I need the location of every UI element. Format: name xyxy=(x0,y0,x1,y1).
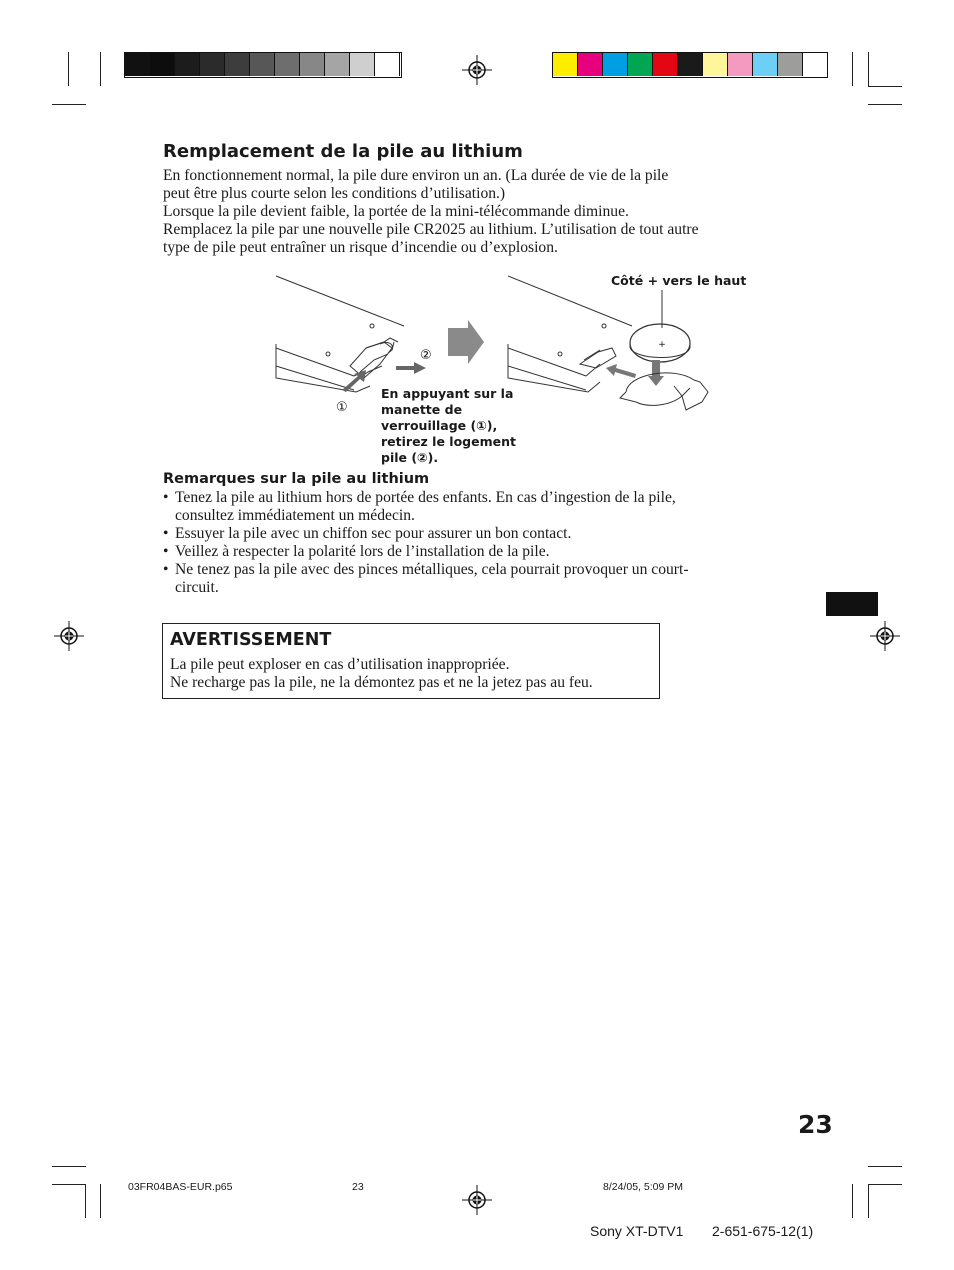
registration-mark-bottom-icon xyxy=(462,1185,492,1215)
intro-line: Lorsque la pile devient faible, la portée de la mini-télécommande diminue. xyxy=(163,203,629,220)
intro-line: Remplacez la pile par une nouvelle pile CR2025 au lithium. L’utilisation de tout autre xyxy=(163,221,699,238)
process-color-bar xyxy=(552,52,828,78)
figure-caption xyxy=(381,386,521,466)
footer-product-code: 2-651-675-12(1) xyxy=(712,1223,814,1239)
color-swatch xyxy=(300,53,325,76)
color-swatch xyxy=(250,53,275,76)
caption-line: En appuyant sur la xyxy=(381,386,514,401)
color-swatch xyxy=(125,53,150,76)
color-swatch xyxy=(728,53,753,76)
intro-line: peut être plus courte selon les conditions d’utilisation.) xyxy=(163,185,506,202)
svg-text:+: + xyxy=(658,340,666,350)
color-swatch xyxy=(200,53,225,76)
color-swatch xyxy=(553,53,578,76)
marker-1: ① xyxy=(336,400,348,415)
warning-line: Ne recharge pas la pile, ne la démontez pas et ne la jetez pas au feu. xyxy=(170,674,593,691)
color-swatch xyxy=(225,53,250,76)
footer-file-name: 03FR04BAS-EUR.p65 xyxy=(128,1181,233,1193)
color-swatch xyxy=(753,53,778,76)
intro-line: type de pile peut entraîner un risque d’incendie ou d’explosion. xyxy=(163,239,558,256)
chapter-tab-marker xyxy=(826,592,878,616)
grayscale-color-bar xyxy=(124,52,402,78)
remote-left-illustration xyxy=(276,276,404,392)
list-item: • Veillez à respecter la polarité lors de l’installation de la pile. xyxy=(163,543,783,561)
battery-polarity-label: Côté + vers le haut xyxy=(611,273,747,288)
list-item: • Tenez la pile au lithium hors de portée des enfants. En cas d’ingestion de la pile, consultez immédiatement un médecin. xyxy=(163,489,783,525)
color-swatch xyxy=(325,53,350,76)
color-swatch xyxy=(678,53,703,76)
list-item: • Essuyer la pile avec un chiffon sec pour assurer un bon contact. xyxy=(163,525,783,543)
color-swatch xyxy=(275,53,300,76)
color-swatch xyxy=(703,53,728,76)
section-title: Remplacement de la pile au lithium xyxy=(163,141,523,162)
page-number: 23 xyxy=(798,1110,833,1139)
color-swatch xyxy=(628,53,653,76)
caption-line: pile (②). xyxy=(381,450,439,465)
footer-page: 23 xyxy=(352,1181,364,1193)
notes-list xyxy=(163,489,783,597)
warning-line: La pile peut exploser en cas d’utilisation inappropriée. xyxy=(170,656,510,673)
next-step-arrow-icon xyxy=(448,320,484,364)
footer-date: 8/24/05, 5:09 PM xyxy=(603,1181,683,1193)
registration-mark-right-icon xyxy=(870,621,900,651)
registration-mark-top-icon xyxy=(462,55,492,85)
color-swatch xyxy=(603,53,628,76)
list-item: • Ne tenez pas la pile avec des pinces métalliques, cela pourrait provoquer un court- circuit. xyxy=(163,561,783,597)
battery-holder-icon xyxy=(620,373,708,410)
pull-arrow-icon xyxy=(396,362,426,374)
color-swatch xyxy=(578,53,603,76)
color-swatch xyxy=(778,53,803,76)
caption-line: verrouillage (①), xyxy=(381,418,498,433)
color-swatch xyxy=(175,53,200,76)
caption-line: retirez le logement xyxy=(381,434,516,449)
intro-line: En fonctionnement normal, la pile dure environ un an. (La durée de vie de la pile xyxy=(163,167,669,184)
warning-text xyxy=(170,656,656,692)
color-swatch xyxy=(350,53,375,76)
color-swatch xyxy=(653,53,678,76)
color-swatch xyxy=(150,53,175,76)
marker-2: ② xyxy=(420,348,432,363)
warning-title: AVERTISSEMENT xyxy=(170,630,332,650)
notes-title: Remarques sur la pile au lithium xyxy=(163,471,430,487)
push-in-arrow-icon xyxy=(606,364,636,378)
intro-paragraph xyxy=(163,167,783,257)
coin-battery-icon xyxy=(630,324,690,362)
footer-product-model: Sony XT-DTV1 xyxy=(590,1223,684,1239)
caption-line: manette de xyxy=(381,402,463,417)
registration-mark-left-icon xyxy=(54,621,84,651)
warning-box xyxy=(162,623,660,699)
color-swatch xyxy=(375,53,400,76)
